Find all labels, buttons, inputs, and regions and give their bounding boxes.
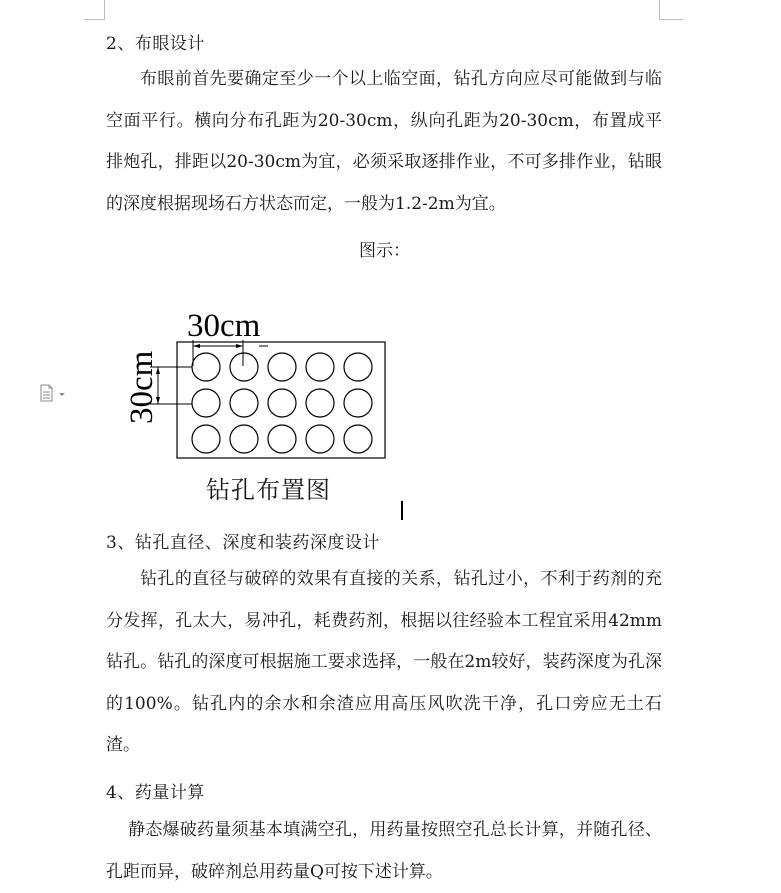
drill-hole: [192, 425, 220, 453]
crop-mark-top-left: [84, 19, 105, 20]
crop-mark-top-left: [104, 0, 105, 20]
drill-hole: [344, 389, 372, 417]
paragraph-options-icon[interactable]: [38, 384, 68, 402]
figure-caption[interactable]: 钻孔布置图: [206, 476, 331, 504]
section-3-paragraph[interactable]: 钻孔的直径与破碎的效果有直接的关系，钻孔过小，不利于药剂的充分发挥，孔太大，易冲孔，耗费药剂，根据以往经验本工程宜采用42mm钻孔。钻孔的深度可根据施工要求选择，一般在2m较好，装药深度为孔深的100%。钻孔内的余水和余渣应用高压风吹洗干净，孔口旁应无土石渣。: [106, 569, 662, 755]
drill-area-outline: [177, 342, 385, 458]
drill-hole: [230, 353, 258, 381]
section-2-paragraph[interactable]: 布眼前首先要确定至少一个以上临空面，钻孔方向应尽可能做到与临空面平行。横向分布孔距为20-30cm，纵向孔距为20-30cm，布置成平排炮孔，排距以20-30cm为宜，必须采取逐排作业，不可多排作业，钻眼的深度根据现场石方状态而定，一般为1.2-2m为宜。: [106, 69, 662, 214]
drill-hole: [306, 389, 334, 417]
drill-hole: [268, 425, 296, 453]
diagram-label[interactable]: 图示：: [359, 241, 410, 261]
section-4-paragraph[interactable]: 静态爆破药量须基本填满空孔，用药量按照空孔总长计算，并随孔径、孔距而异，破碎剂总用药量Q可按下述计算。: [106, 820, 662, 882]
drill-hole: [344, 353, 372, 381]
section-3-heading[interactable]: 3、钻孔直径、深度和装药深度设计: [106, 533, 380, 553]
crop-mark-top-right: [659, 0, 660, 20]
section-2-heading[interactable]: 2、布眼设计: [106, 34, 205, 54]
drill-hole: [230, 389, 258, 417]
horizontal-dimension-label: 30cm: [187, 308, 261, 344]
drill-hole: [192, 353, 220, 381]
crop-mark-top-right: [659, 19, 683, 20]
drill-hole: [306, 425, 334, 453]
drill-hole: [268, 389, 296, 417]
drill-hole: [230, 425, 258, 453]
section-4-heading[interactable]: 4、药量计算: [106, 783, 205, 803]
text-cursor: [401, 501, 403, 520]
drill-hole: [268, 353, 296, 381]
drill-hole: [306, 353, 334, 381]
drill-hole: [344, 425, 372, 453]
vertical-dimension-label: 30cm: [124, 350, 160, 424]
drill-hole: [192, 389, 220, 417]
